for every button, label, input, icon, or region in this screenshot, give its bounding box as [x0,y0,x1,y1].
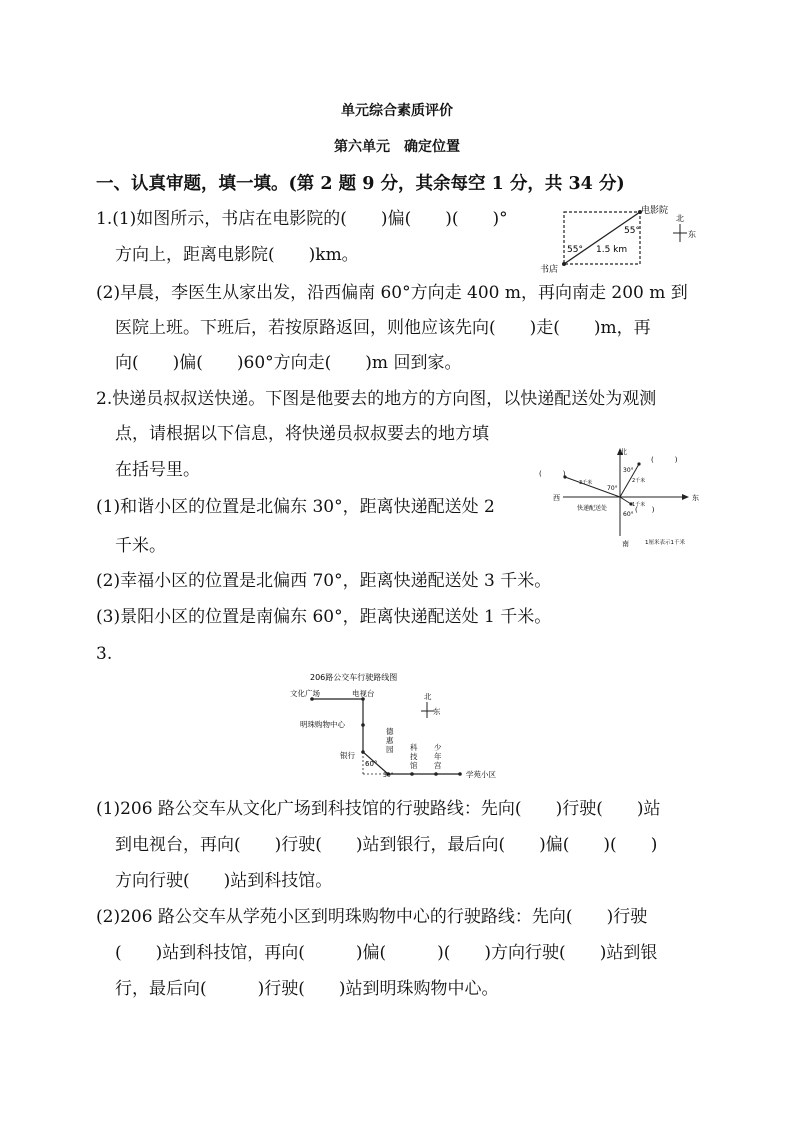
unit-subtitle: 第六单元 确定位置 [334,139,460,155]
q3-part1-line1: (1)206 路公交车从文化广场到科技馆的行驶路线：先向( )行驶( )站 [96,799,661,819]
q3-part2-line2: ( )站到科技馆，再向( )偏( )( )方向行驶( )站到银 [115,943,658,963]
dist-nw: 3千米 [579,480,593,486]
section-heading: 一、认真审题，填一填。(第 2 题 9 分，其余每空 1 分，共 34 分) [96,174,625,194]
q3-part2-line3: 行，最后向( )行驶( )站到明珠购物中心。 [115,979,499,999]
angle-bottom-label: 55° [567,245,583,255]
q2-line3: 在括号里。 [115,460,200,480]
q2-line2: 点，请根据以下信息，将快递员叔叔要去的地方填 [115,424,489,444]
stop-dot-7 [434,772,438,776]
blank-se: ( ) [635,506,655,514]
east-arrow [682,494,689,500]
angle-top-label: 55° [624,226,640,236]
scale-label: 1厘米表示1千米 [645,540,685,546]
stop-7-char-2: 年 [434,752,442,761]
stop-dot-6 [410,772,414,776]
map-title: 206路公交车行驶路线图 [310,673,398,682]
q1-figure [530,200,730,278]
stop-7-char-3: 宫 [434,761,442,770]
south-label: 南 [622,540,629,548]
stop-6-char-1: 科 [410,743,418,752]
west-label: 西 [553,494,560,502]
stop-5-char-2: 惠 [386,736,394,745]
east-label: 东 [692,494,699,502]
q2-item1-line2: 千米。 [115,536,166,556]
compass-north: 北 [424,692,432,701]
q2-item1-line1: (1)和谐小区的位置是北偏东 30°，距离快递配送处 2 [96,497,495,517]
q2-item3: (3)景阳小区的位置是南偏东 60°，距离快递配送处 1 千米。 [96,607,552,627]
stop-3-label: 明珠购物中心 [300,720,345,729]
angle-se: 60° [623,511,634,518]
dist-ne: 2千米 [632,478,646,484]
stop-5-char-3: 园 [386,745,394,754]
stop-2-label: 电视台 [352,689,375,698]
angle-60-label: 60° [365,760,378,768]
stop-7-char-1: 少 [434,743,442,752]
stop-4-label: 银行 [340,751,355,760]
stop-dot-8 [458,772,462,776]
q2-item2: (2)幸福小区的位置是北偏西 70°，距离快递配送处 3 千米。 [96,571,552,591]
ne-point [637,462,640,465]
q3-part1-line2: 到电视台，再向( )行驶( )站到银行，最后向( )偏( )( ) [115,835,658,855]
blank-left: ( ) [539,470,566,478]
q1-part1-line2: 方向上，距离电影院( )km。 [115,245,359,265]
q3-route-map [270,668,520,784]
stop-8-label: 学苑小区 [466,770,496,779]
angle-nw: 70° [607,485,618,492]
center-label: 快递配送处 [577,505,608,512]
compass-east: 东 [433,707,441,716]
q1-part1-line1: 1.(1)如图所示，书店在电影院的( )偏( )( )° [96,209,508,229]
angle-30-label: 30° [383,772,394,779]
q1-part2-line3: 向( )偏( )60°方向走( )m 回到家。 [115,353,462,373]
q1-part2-line2: 医院上班。下班后，若按原路返回，则他应该先向( )走( )m，再 [115,318,651,338]
q3-number: 3. [96,644,113,664]
compass-north: 北 [676,214,684,223]
q1-route-line [564,212,640,264]
se-ray [620,497,631,504]
north-label: 北 [620,448,627,456]
q2-line1: 2.快递员叔叔送快递。下图是他要去的地方的方向图，以快递配送处为观测 [96,389,657,409]
stop-1-label: 文化广场 [290,689,320,698]
stop-5-char-1: 德 [386,727,394,736]
q3-part2-line1: (2)206 路公交车从学苑小区到明珠购物中心的行驶路线：先向( )行驶 [96,907,648,927]
q3-part1-line3: 方向行驶( )站到科技馆。 [115,871,333,891]
compass-east: 东 [688,230,696,239]
stop-dot-3 [361,723,365,727]
q2-figure [535,440,715,550]
angle-ne: 30° [623,467,634,474]
stop-6-char-2: 技 [410,752,418,761]
bookstore-dot [562,262,566,266]
distance-label: 1.5 km [596,245,628,255]
page-title: 单元综合素质评价 [341,103,453,119]
bookstore-label: 书店 [540,265,559,275]
cinema-label: 电影院 [641,206,669,216]
q1-part2-line1: (2)早晨，李医生从家出发，沿西偏南 60°方向走 400 m，再向南走 200 m 到 [96,283,688,303]
blank-right: ( ) [651,456,678,464]
stop-6-char-3: 馆 [410,761,418,770]
dist-se: 1千米 [632,502,646,508]
